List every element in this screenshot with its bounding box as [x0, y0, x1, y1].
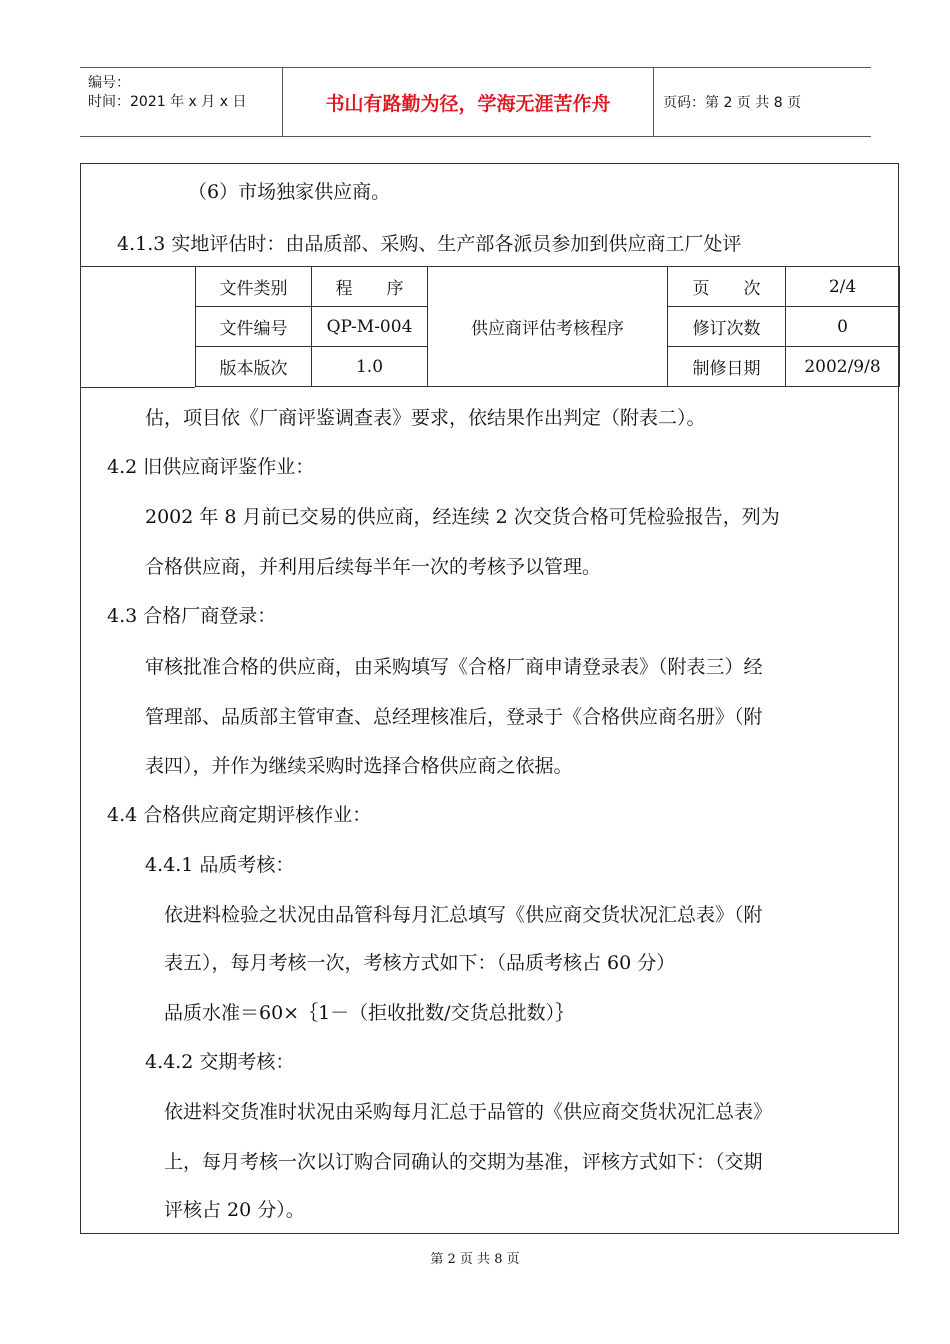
- header-motto: 书山有路勤为径，学海无涯苦作舟: [283, 68, 654, 136]
- section-4-4-2: 4.4.2 交期考核：: [145, 1051, 295, 1073]
- section-4-1-3: 4.1.3 实地评估时：由品质部、采购、生产部各派员参加到供应商工厂处评: [117, 233, 742, 255]
- category-label: 文件类别: [196, 267, 312, 307]
- section-4-4-1: 4.4.1 品质考核：: [145, 854, 295, 876]
- page-header: [80, 67, 871, 137]
- paragraph-line: 合格供应商，并利用后续每半年一次的考核予以管理。: [145, 556, 602, 578]
- paragraph-line: 管理部、品质部主管审查、总经理核准后，登录于《合格供应商名册》（附: [145, 706, 763, 728]
- paragraph-line: 表五），每月考核一次，考核方式如下：（品质考核占 60 分）: [164, 952, 676, 974]
- item-6: （6）市场独家供应商。: [188, 181, 391, 203]
- header-page-info: 页码：第 2 页 共 8 页: [663, 95, 802, 111]
- page-value: 2/4: [786, 267, 900, 307]
- category-value: 程 序: [312, 267, 428, 307]
- version-value: 1.0: [312, 347, 428, 387]
- paragraph-line: 评核占 20 分）。: [164, 1199, 305, 1221]
- paragraph-line: 依进料交货准时状况由采购每月汇总于品管的《供应商交货状况汇总表》: [164, 1101, 773, 1123]
- section-4-2: 4.2 旧供应商评鉴作业：: [107, 456, 315, 478]
- revision-value: 0: [786, 307, 900, 347]
- date-line: 时间：2021 年 x 月 x 日: [88, 94, 247, 110]
- document-info-table: [195, 266, 900, 387]
- paragraph-line: 上，每月考核一次以订购合同确认的交期为基准，评核方式如下：（交期: [164, 1151, 763, 1173]
- paragraph-line: 2002 年 8 月前已交易的供应商，经连续 2 次交货合格可凭检验报告，列为: [145, 506, 780, 528]
- section-4-3: 4.3 合格厂商登录：: [107, 605, 277, 627]
- number-value: QP-M-004: [312, 307, 428, 347]
- header-meta: [80, 68, 283, 136]
- serial-label: 编号：: [88, 75, 130, 91]
- band-top-rule: [80, 266, 195, 267]
- paragraph-line: 依进料检验之状况由品管科每月汇总填写《供应商交货状况汇总表》（附: [164, 904, 763, 926]
- page-footer: 第 2 页 共 8 页: [430, 1252, 520, 1267]
- page-label: 页 次: [668, 267, 786, 307]
- number-label: 文件编号: [196, 307, 312, 347]
- version-label: 版本版次: [196, 347, 312, 387]
- paragraph-line: 表四），并作为继续采购时选择合格供应商之依据。: [145, 755, 573, 777]
- section-4-4: 4.4 合格供应商定期评核作业：: [107, 804, 372, 826]
- band-bottom-rule: [80, 387, 195, 388]
- formula-line: 品质水准＝60×｛1－（拒收批数/交货总批数）｝: [164, 1002, 575, 1024]
- date-value: 2002/9/8: [786, 347, 900, 387]
- table-row: [196, 267, 900, 307]
- continuation-line: 估，项目依《厂商评鉴调查表》要求，依结果作出判定（附表二）。: [145, 407, 706, 429]
- date-label: 制修日期: [668, 347, 786, 387]
- document-title: 供应商评估考核程序: [428, 267, 668, 387]
- paragraph-line: 审核批准合格的供应商，由采购填写《合格厂商申请登录表》（附表三）经: [145, 656, 763, 678]
- revision-label: 修订次数: [668, 307, 786, 347]
